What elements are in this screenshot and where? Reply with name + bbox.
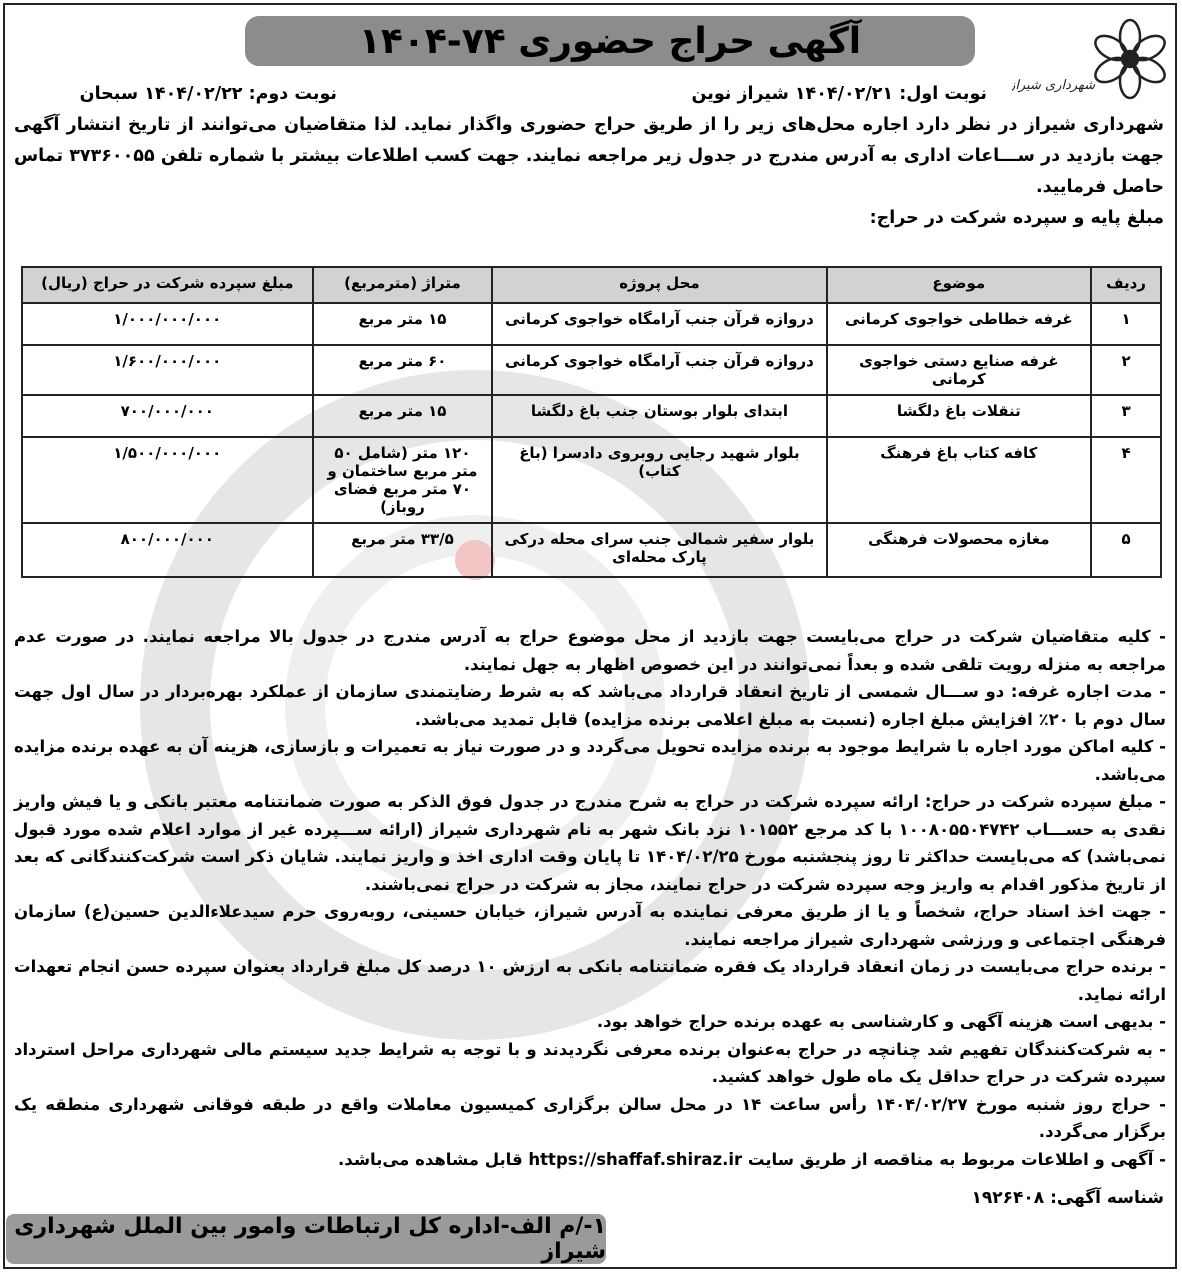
- area-cell: ۱۵ متر مربع: [313, 303, 493, 345]
- website-note-suffix: قابل مشاهده می‌باشد.: [338, 1149, 523, 1169]
- table-row: [22, 303, 1161, 345]
- deposit-cell: ۱/۵۰۰/۰۰۰/۰۰۰: [22, 437, 313, 523]
- header-cell: مبلغ سپرده شرکت در حراج (ریال): [22, 267, 313, 303]
- location-cell: دروازه قرآن جنب آرامگاه خواجوی کرمانی: [492, 345, 826, 395]
- row-number: ۱: [1091, 303, 1161, 345]
- logo-caption: شهرداری شیراز: [1012, 78, 1095, 93]
- row-number: ۲: [1091, 345, 1161, 395]
- table-caption: مبلغ پایه و سپرده شرکت در حراج:: [869, 208, 1164, 228]
- intro-block: [14, 110, 1164, 234]
- first-round: نوبت اول: ۱۴۰۴/۰۲/۲۱ شیراز نوین: [691, 84, 987, 104]
- location-cell: بلوار شهید رجایی روبروی دادسرا (باغ کتاب): [492, 437, 826, 523]
- condition-item: - جهت اخذ اسناد حراج، شخصاً و یا از طریق معرفی نماینده به آدرس شیراز، خیابان حسینی، روبه‌روی حرم سیدعلاءالدین حسین(ع) سازمان فرهنگی اجتماعی و ورزشی شهرداری شیراز مراجعه نمایند.: [14, 902, 1166, 949]
- condition-item: - مبلغ سپرده شرکت در حراج: ارائه سپرده شرکت در حراج به شرح مندرج در جدول فوق الذکر به صورت ضمانتنامه معتبر بانکی و یا فیش واریز نقدی به حســـاب ۱۰۰۸۰۵۵۰۴۷۴۲ با کد مرجع ۱۰۱۵۵۲ نزد بانک شهر به نام شهرداری شیراز (ارائه ســـپرده غیر از موارد اعلام شده مورد قبول نمی‌باشد) که می‌بایست حداکثر تا روز پنجشنبه مورخ ۱۴۰۴/۰۲/۲۵ تا پایان وقت اداری اخذ و واریز نمایند. شایان ذکر است شرکت‌کنندگانی که بعد از تاریخ مذکور اقدام به واریز وجه سپرده شرکت در حراج نمایند، مجاز به شرکت در حراج نمی‌باشند.: [14, 792, 1166, 894]
- deposit-cell: ۷۰۰/۰۰۰/۰۰۰: [22, 395, 313, 437]
- municipality-logo: [1012, 14, 1172, 104]
- condition-item: - بدیهی است هزینه آگهی و کارشناسی به عهده برنده حراج خواهد بود.: [596, 1012, 1166, 1031]
- website-note-prefix: - آگهی و اطلاعات مربوط به مناقصه از طریق سایت: [747, 1149, 1166, 1169]
- second-round: نوبت دوم: ۱۴۰۴/۰۲/۲۲ سبحان: [79, 84, 337, 104]
- header-cell: ردیف: [1091, 267, 1161, 303]
- deposit-cell: ۱/۶۰۰/۰۰۰/۰۰۰: [22, 345, 313, 395]
- header-cell: موضوع: [827, 267, 1091, 303]
- ad-id: شناسه آگهی: ۱۹۲۶۴۰۸: [971, 1188, 1164, 1208]
- deposit-cell: ۱/۰۰۰/۰۰۰/۰۰۰: [22, 303, 313, 345]
- area-cell: ۶۰ متر مربع: [313, 345, 493, 395]
- table-row: [22, 437, 1161, 523]
- conditions-list: [14, 623, 1166, 1173]
- area-cell: ۳۳/۵ متر مربع: [313, 523, 493, 577]
- row-number: ۵: [1091, 523, 1161, 577]
- location-cell: دروازه قرآن جنب آرامگاه خواجوی کرمانی: [492, 303, 826, 345]
- row-number: ۳: [1091, 395, 1161, 437]
- area-cell: ۱۲۰ متر (شامل ۵۰ متر مربع ساختمان و ۷۰ متر مربع فضای روباز): [313, 437, 493, 523]
- subject-cell: غرفه صنایع دستی خواجوی کرمانی: [827, 345, 1091, 395]
- condition-item: - کلیه متقاضیان شرکت در حراج می‌بایست جهت بازدید از محل موضوع حراج به آدرس مندرج در جدول بالا مراجعه نمایند. در صورت عدم مراجعه به منزله رویت تلقی شده و بعداً نمی‌توانند در این خصوص اظهار به جهل نمایند.: [14, 627, 1166, 674]
- condition-item: - به شرکت‌کنندگان تفهیم شد چنانچه در حراج به‌عنوان برنده معرفی نگردیدند و با توجه به شرایط جدید سیستم مالی شهرداری مراحل استرداد سپرده شرکت در حراج حداقل یک ماه طول خواهد کشید.: [14, 1039, 1166, 1086]
- area-cell: ۱۵ متر مربع: [313, 395, 493, 437]
- page-title: آگهی حراج حضوری ۷۴-۱۴۰۴: [245, 16, 975, 66]
- auction-table: [21, 266, 1162, 578]
- subject-cell: مغازه محصولات فرهنگی: [827, 523, 1091, 577]
- row-number: ۴: [1091, 437, 1161, 523]
- subject-cell: غرفه خطاطی خواجوی کرمانی: [827, 303, 1091, 345]
- header-cell: محل پروژه: [492, 267, 826, 303]
- table-row: [22, 523, 1161, 577]
- subject-cell: کافه کتاب باغ فرهنگ: [827, 437, 1091, 523]
- flower-logo-icon: [1012, 14, 1172, 104]
- condition-item-website: [14, 1146, 1166, 1174]
- table-row: [22, 345, 1161, 395]
- location-cell: بلوار سفیر شمالی جنب سرای محله درکی پارک محله‌ای: [492, 523, 826, 577]
- website-link[interactable]: https://shaffaf.shiraz.ir: [528, 1149, 743, 1169]
- location-cell: ابتدای بلوار بوستان جنب باغ دلگشا: [492, 395, 826, 437]
- condition-item: - برنده حراج می‌بایست در زمان انعقاد قرارداد یک فقره ضمانتنامه بانکی به ارزش ۱۰ درصد کل مبلغ قرارداد بعنوان سپرده حسن انجام تعهدات ارائه نماید.: [14, 957, 1167, 1004]
- deposit-cell: ۸۰۰/۰۰۰/۰۰۰: [22, 523, 313, 577]
- condition-item: - مدت اجاره غرفه: دو ســـال شمسی از تاریخ انعقاد قرارداد می‌باشد که به شرط رضایتمندی سازمان از عملکرد بهره‌بردار در سال اول جهت سال دوم با ۲۰٪ افزایش مبلغ اجاره (نسبت به مبلغ اعلامی برنده مزایده) قابل تمدید می‌باشد.: [14, 682, 1166, 729]
- condition-item: - کلیه اماکن مورد اجاره با شرایط موجود به برنده مزایده تحویل می‌گردد و در صورت نیاز به تعمیرات و بازسازی، هزینه آن به عهده برنده مزایده می‌باشد.: [14, 737, 1166, 784]
- subject-cell: تنقلات باغ دلگشا: [827, 395, 1091, 437]
- intro-text: شهرداری شیراز در نظر دارد اجاره محل‌های زیر را از طریق حراج حضوری واگذار نماید. لذا متقاضیان می‌توانند از تاریخ انتشار آگهی جهت بازدید در ســـاعات اداری به آدرس مندرج در جدول زیر مراجعه نمایند. جهت کسب اطلاعات بیشتر با شماره تلفن ۳۷۳۶۰۰۵۵ تماس حاصل فرمایید.: [14, 115, 1164, 197]
- table-row: [22, 395, 1161, 437]
- condition-item: - حراج روز شنبه مورخ ۱۴۰۴/۰۲/۲۷ رأس ساعت ۱۴ در محل سالن برگزاری کمیسیون معاملات واقع در طبقه فوقانی شهرداری منطقه یک برگزار می‌گردد.: [14, 1094, 1166, 1141]
- header-cell: متراژ (مترمربع): [313, 267, 493, 303]
- table-header-row: [22, 267, 1161, 303]
- footer-banner: ۱-/م الف-اداره کل ارتباطات وامور بین الملل شهرداری شیراز: [6, 1214, 606, 1264]
